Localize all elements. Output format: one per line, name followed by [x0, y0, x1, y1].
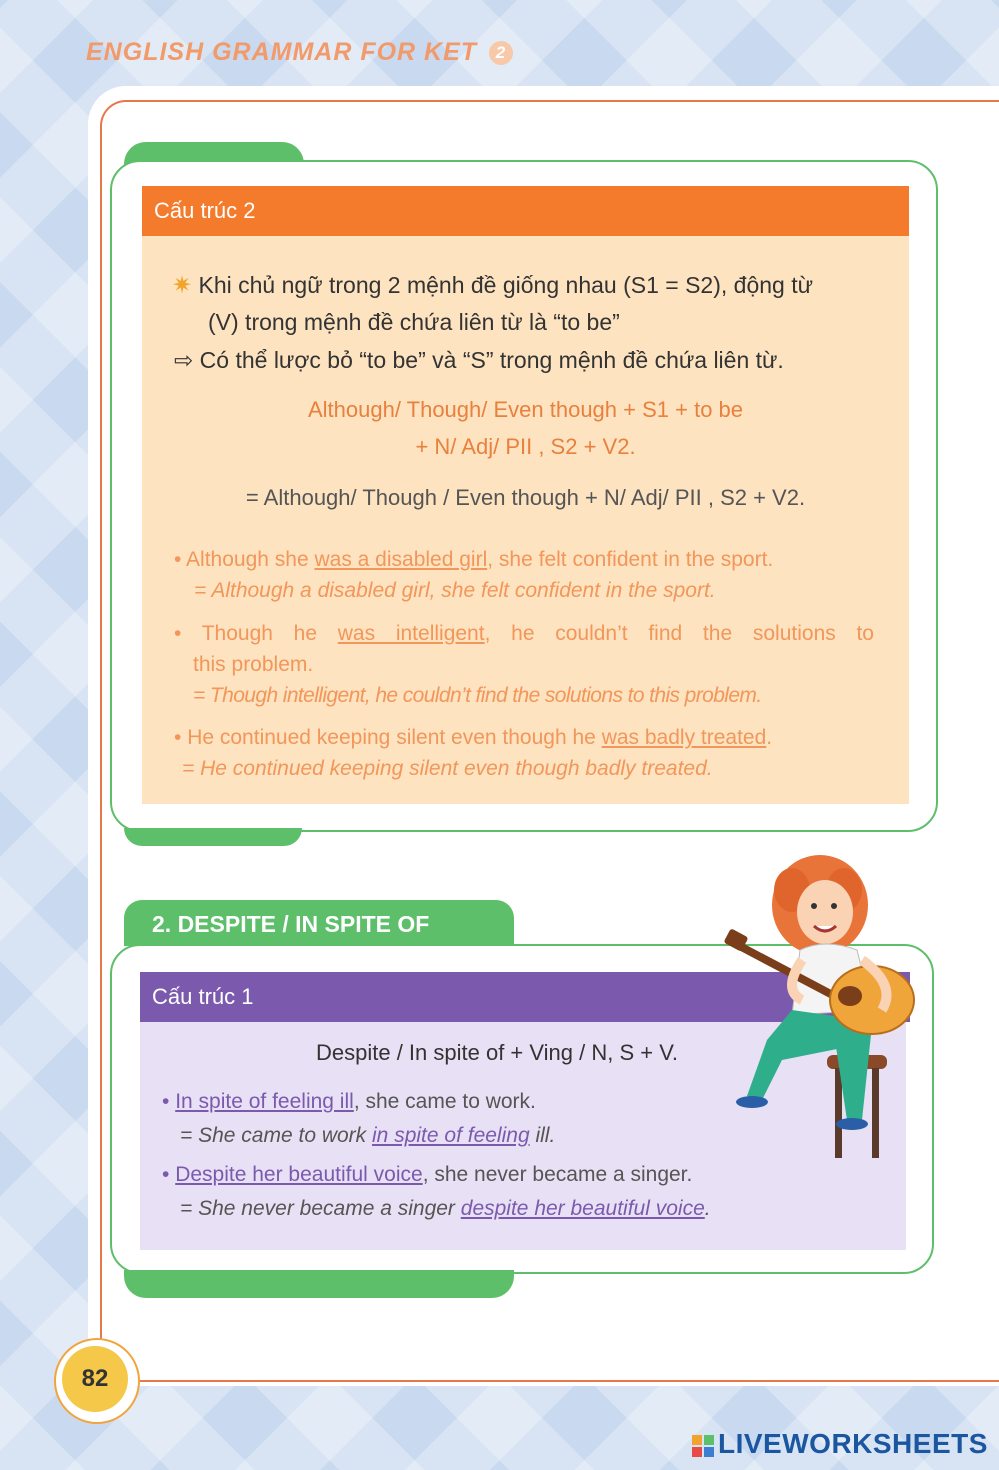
despite-example-2-rewrite-post: .: [704, 1197, 711, 1220]
rule-arrow-line: ⇨ Có thể lược bỏ “to be” và “S” trong mệnh đề chứa liên từ.: [174, 347, 784, 373]
watermark-text: LIVEWORKSHEETS: [718, 1428, 988, 1459]
example-3-rewrite: = He continued keeping silent even though badly treated.: [182, 757, 713, 780]
despite-example-2-rewrite: [180, 1193, 711, 1225]
despite-example-2: [162, 1159, 692, 1191]
example-2-post: , he couldn’t find the solutions to: [484, 622, 874, 645]
book-title-text: ENGLISH GRAMMAR FOR KET: [86, 38, 478, 66]
bullet-icon: •: [174, 548, 182, 571]
rule-line-1: [172, 266, 813, 305]
liveworksheets-logo-icon: [692, 1435, 714, 1457]
example-2-continued: this problem.: [193, 653, 314, 676]
bullet-icon: •: [174, 726, 182, 749]
rule-line-1-text: Khi chủ ngữ trong 2 mệnh đề giống nhau (S1 = S2), động từ: [198, 272, 814, 298]
despite-example-2-post: , she never became a singer.: [422, 1163, 693, 1186]
example-2-pre: Though he: [201, 622, 338, 645]
formula-line-3: = Although/ Though / Even though + N/ Adj/ PII , S2 + V2.: [245, 485, 806, 510]
example-2-underlined: was intelligent: [337, 622, 485, 645]
despite-example-2-rewrite-pre: = She never became a singer: [180, 1197, 461, 1220]
section1-band-title: Cấu trúc 2: [142, 186, 909, 236]
section2-band-title: Cấu trúc 1: [140, 972, 910, 1022]
example-1-post: , she felt confident in the sport.: [487, 548, 774, 571]
bullet-icon: •: [174, 622, 182, 645]
despite-example-2-underlined: Despite her beautiful voice: [175, 1163, 423, 1186]
section2-heading: 2. DESPITE / IN SPITE OF: [124, 900, 514, 946]
section2-formula: Despite / In spite of + Ving / N, S + V.: [316, 1040, 678, 1065]
example-3-underlined: was badly treated: [601, 726, 767, 749]
example-1-underlined: was a disabled girl: [314, 548, 488, 571]
despite-example-1-post: , she came to work.: [353, 1090, 536, 1113]
page-number: 82: [62, 1346, 128, 1412]
section1-tab-bottom: [124, 828, 302, 846]
watermark: [692, 1428, 988, 1460]
despite-example-1: [162, 1086, 536, 1118]
girl-guitar-illustration: [722, 850, 932, 1162]
example-3-sentence: [174, 722, 772, 753]
formula-line-2: + N/ Adj/ PII , S2 + V2.: [415, 434, 636, 459]
despite-example-1-rewrite-pre: = She came to work: [180, 1124, 373, 1147]
example-3-post: .: [766, 726, 773, 749]
despite-example-1-rewrite: [180, 1120, 555, 1152]
despite-example-2-rewrite-underlined: despite her beautiful voice: [460, 1197, 705, 1220]
bullet-icon: •: [162, 1090, 170, 1113]
footer-rule: [136, 1380, 999, 1382]
example-2-rewrite: = Though intelligent, he couldn’t find the solutions to this problem.: [193, 684, 762, 707]
formula-line-1: Although/ Though/ Even though + S1 + to be: [307, 397, 744, 422]
book-title: [86, 38, 513, 67]
despite-example-1-rewrite-underlined: in spite of feeling: [372, 1124, 530, 1147]
rule-line-2: (V) trong mệnh đề chứa liên từ là “to be”: [208, 309, 620, 335]
example-2-sentence: [174, 618, 874, 649]
section2-tab-bottom: [124, 1270, 514, 1298]
despite-example-1-underlined: In spite of feeling ill: [175, 1090, 354, 1113]
example-3-pre: He continued keeping silent even though he: [187, 726, 602, 749]
example-1-rewrite: = Although a disabled girl, she felt confident in the sport.: [194, 579, 716, 602]
despite-example-1-rewrite-post: ill.: [529, 1124, 556, 1147]
example-1-pre: Although she: [186, 548, 315, 571]
star-icon: ✷: [172, 272, 193, 299]
book-number: 2: [489, 41, 513, 65]
example-1-sentence: [174, 544, 773, 575]
bullet-icon: •: [162, 1163, 170, 1186]
